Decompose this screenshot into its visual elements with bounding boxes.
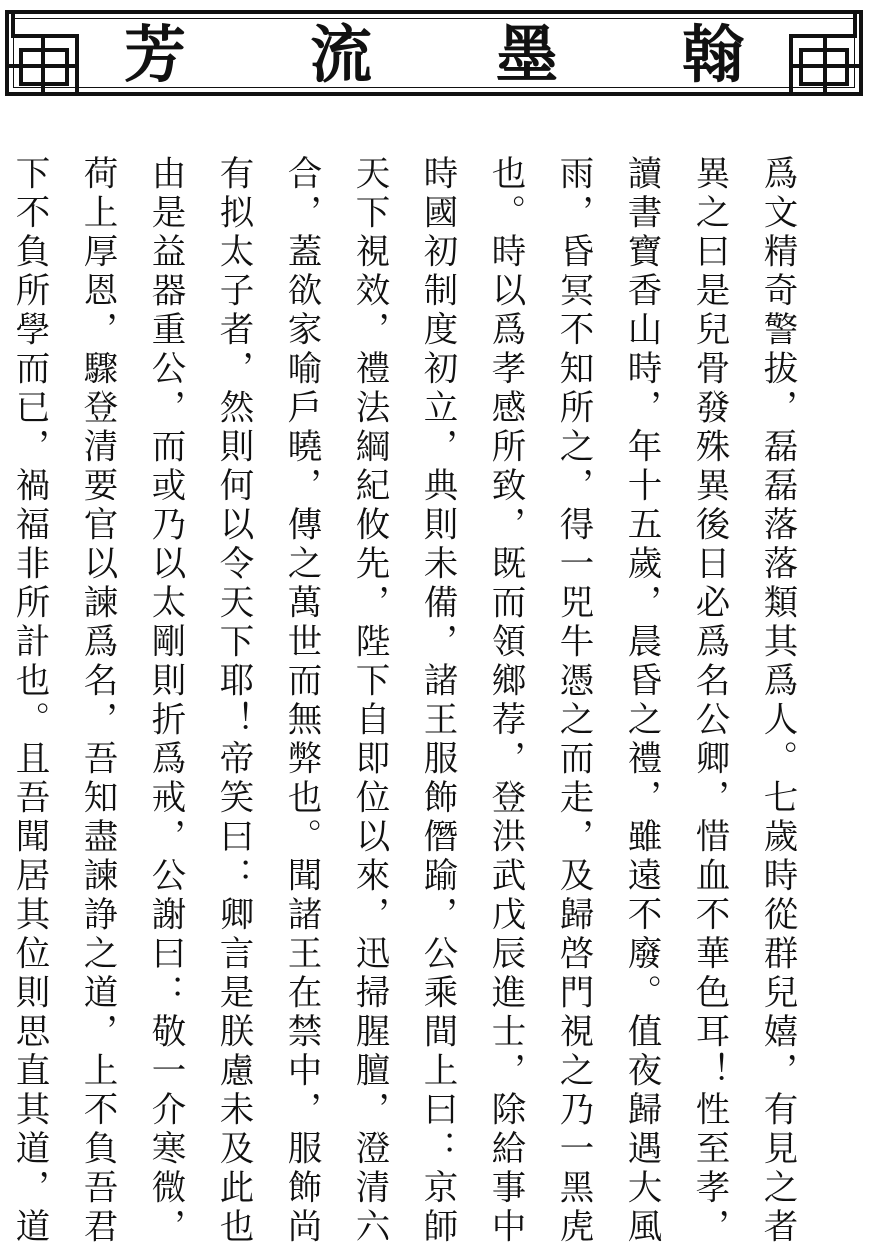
body-text: [0, 155, 811, 1247]
title-banner: [5, 10, 863, 96]
text-column-7: 天下視效，禮法綱紀攸先，陛下自即位以來，迅掃腥膻，澄清六: [349, 155, 389, 1247]
text-column-1: 爲文精奇警拔，磊磊落落類其爲人。七歲時從群兒嬉，有見之者: [757, 155, 797, 1247]
text-column-11: 荷上厚恩，驟登清要官以諫爲名，吾知盡諫諍之道，上不負吾君: [77, 155, 117, 1247]
title-char-2: 流: [309, 18, 372, 91]
text-column-12: 下不負所學而已，禍福非所計也。且吾聞居其位則思直其道，道: [9, 155, 49, 1247]
text-column-8: 合，蓋欲家喻戶曉，傳之萬世而無弊也。聞諸王在禁中，服飾尚: [281, 155, 321, 1247]
page-title: [104, 20, 764, 90]
fret-ornament-left-icon: [7, 14, 87, 94]
title-char-4: 翰: [681, 18, 744, 91]
text-column-4: 雨，昏冥不知所之，得一兕牛憑之而走，及歸啓門視之乃一黑虎: [553, 155, 593, 1247]
text-column-2: 異之曰是兒骨發殊異後日必爲名公卿，惜血不華色耳！性至孝，: [689, 155, 729, 1247]
title-char-1: 芳: [124, 18, 187, 91]
title-char-3: 墨: [495, 18, 558, 91]
text-column-5: 也。時以爲孝感所致，既而領鄉荐，登洪武戊辰進士，除給事中: [485, 155, 525, 1247]
fret-ornament-right-icon: [781, 14, 861, 94]
text-column-10: 由是益器重公，而或乃以太剛則折爲戒，公謝曰：敬一介寒微，: [145, 155, 185, 1247]
text-column-9: 有拟太子者，然則何以令天下耶！帝笑曰：卿言是朕慮未及此也: [213, 155, 253, 1247]
text-column-6: 時國初制度初立，典則未備，諸王服飾僭踰，公乘間上曰：京師: [417, 155, 457, 1247]
text-column-3: 讀書寶香山時，年十五歲，晨昏之禮，雖遠不廢。值夜歸遇大風: [621, 155, 661, 1247]
